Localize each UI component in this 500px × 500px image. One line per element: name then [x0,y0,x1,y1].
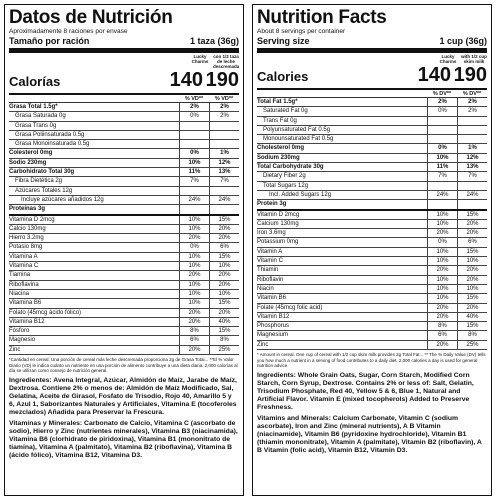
vitamin-row [9,318,239,327]
nutrient-row [9,187,239,196]
nutrient-dv-cereal: 24% [427,191,457,199]
vitamins-and-minerals: Vitaminas y Minerales: Carbonato de Calcio, Vitamina C (ascorbato de sodio), Hierro y Zinc (nutrientes minerales), Vitamina B3 (niacinamida), Vitamina B6 (clorhidrato de piridoxina), Vitamina B1 (mononitrato de tiamina), Vitamina A (palmitato), Vitamina B2 (riboflavina), Vitamina B (ácido fólico), Vitamina B12, Vitamina D3. [9,419,238,459]
nutrient-dv-cereal: 11% [179,168,209,176]
vitamin-dv-cereal: 10% [427,248,457,256]
calories-with-milk: 190 [453,64,487,86]
nutrient-row [9,168,239,177]
nutrient-row [9,149,239,158]
nutrient-dv-with-milk [209,122,239,130]
nutrient-dv-cereal: 7% [179,177,209,185]
nutrient-dv-cereal: 11% [427,163,457,171]
vitamin-label: Potassium 0mg [257,239,299,246]
nutrient-dv-with-milk [457,135,487,143]
vitamin-label: Phosphorus [257,323,290,330]
nutrient-dv-cereal [179,122,209,130]
vitamin-label: Hierro 3.2mg [9,235,44,242]
vitamin-dv-cereal: 10% [427,285,457,293]
nutrient-dv-with-milk [209,187,239,195]
nutrient-label: Grasa Saturada 0g [15,113,66,120]
nutrient-dv-with-milk [209,140,239,148]
nutrient-dv-with-milk [209,131,239,139]
calories-label: Calorías [9,74,61,89]
vitamin-label: Iron 3.6mg [257,230,286,237]
vitamin-dv-cereal: 20% [427,266,457,274]
dv-header-cereal: % VD** [184,96,204,102]
footnote: *Cantidad en cereal. Una porción de cereal más leche descremada proporciona 2g de Grasa Total... **El % Valor Diario (VD) le indica cuánto un nutriente en una porción de alimento contribuye a una dieta diaria. 2,000 calorías al día se utilizan como consejo de nutrición general. [9,357,238,374]
nutrient-label: Trans Fat 0g [263,117,297,124]
vitamin-dv-with-milk: 15% [209,327,239,335]
vitamin-row [257,238,487,247]
vitamin-row [257,322,487,331]
nutrient-row [257,191,487,200]
vitamin-row [9,281,239,290]
vitamin-label: Vitamin B6 [257,295,286,302]
panel-title: Nutrition Facts [257,7,387,28]
vitamin-dv-cereal: 10% [179,299,209,307]
nutrient-dv-with-milk: 2% [457,107,487,115]
vitamin-dv-cereal: 10% [427,257,457,265]
vitamin-label: Niacina [9,290,30,297]
vitamin-dv-cereal: 10% [427,211,457,219]
vitamin-dv-with-milk: 10% [457,257,487,265]
nutrient-dv-with-milk [457,117,487,125]
nutrition-panel-english [252,4,492,496]
nutrient-label: Proteínas 3g [9,206,46,213]
vitamin-dv-with-milk: 15% [209,299,239,307]
vitamin-dv-cereal: 10% [427,276,457,284]
vitamin-dv-with-milk: 6% [457,238,487,246]
nutrient-label: Grasa Total 1.5g* [9,104,58,110]
nutrient-dv-with-milk: 13% [457,163,487,171]
vitamin-row [257,341,487,350]
vitamin-dv-with-milk: 10% [209,290,239,298]
vitamin-dv-cereal: 6% [427,331,457,339]
serving-size-value: 1 taza (36g) [189,36,239,46]
vitamin-row [257,285,487,294]
vitamin-dv-cereal: 10% [179,290,209,298]
nutrient-dv-with-milk: 1% [209,149,239,157]
vitamin-row [9,234,239,243]
nutrient-dv-cereal: 10% [179,159,209,167]
vitamin-dv-cereal: 8% [427,322,457,330]
divider-mid [257,88,487,90]
vitamin-label: Zinc [9,346,21,353]
nutrient-dv-with-milk: 13% [209,168,239,176]
vitamin-dv-with-milk: 15% [209,216,239,224]
vitamin-dv-cereal: 20% [179,271,209,279]
nutrient-label: Fibra Dietética 2g [15,178,63,185]
vitamin-row [257,220,487,229]
vitamin-row [257,248,487,257]
footnote: * Amount in cereal. One cup of cereal with 1/2 cup skim milk provides 2g Total Fat... ** The % Daily Value (DV) tells you how much a nutrient in a serving of food contributes to a daily diet. 2,000 calories a day is used for general nutrition advice. [257,352,486,369]
vitamin-dv-with-milk: 20% [209,225,239,233]
nutrient-row [257,107,487,116]
nutrient-label: Azúcares Totales 12g [15,187,73,194]
vitamins-and-minerals: Vitamins and Minerals: Calcium Carbonate, Vitamin C (sodium ascorbate), Iron and Zinc (mineral nutrients), A B Vitamin (niacinamide), Vitamin B6 (pyridoxine hydrochloride), Vitamin B1 (thiamin mononitrate), Vitamin A (palmitate), Vitamin B2 (riboflavin), A B Vitamin (folic acid), Vitamin B12, Vitamin D3. [257,414,482,454]
nutrient-row [9,205,239,215]
nutrient-dv-with-milk: 12% [209,159,239,167]
vitamin-dv-with-milk: 6% [209,243,239,251]
vitamin-dv-with-milk: 15% [457,322,487,330]
nutrient-row [257,172,487,181]
vitamin-dv-cereal: 6% [179,336,209,344]
vitamin-dv-with-milk: 8% [209,336,239,344]
vitamin-row [257,304,487,313]
vitamin-label: Riboflavina [9,281,39,288]
nutrient-row [257,117,487,126]
vitamin-dv-with-milk: 15% [209,253,239,261]
nutrient-label: Cholesterol 0mg [257,145,305,152]
nutrient-row [257,163,487,172]
vitamin-dv-with-milk: 20% [457,229,487,237]
vitamin-dv-with-milk: 15% [457,294,487,302]
nutrient-label: Grasa Poliinsaturada 0.5g [15,131,85,138]
vitamin-dv-with-milk: 20% [209,281,239,289]
vitamin-row [9,346,239,355]
nutrient-dv-cereal [427,117,457,125]
calories-cereal: 140 [417,64,451,86]
nutrient-dv-with-milk: 2% [209,103,239,111]
column-headers [257,54,487,64]
nutrient-dv-with-milk: 7% [457,172,487,180]
divider-thick [9,48,239,53]
vitamin-row [257,276,487,285]
vitamin-dv-with-milk: 20% [457,304,487,312]
nutrient-label: Polyunsaturated Fat 0.5g [263,126,331,133]
calories-row [257,64,487,87]
nutrient-dv-cereal [427,135,457,143]
serving-size-label: Serving size [257,36,310,46]
nutrient-row [9,103,239,112]
vitamin-label: Vitamina C [9,263,39,270]
vitamin-dv-cereal: 20% [179,346,209,354]
nutrient-row [9,140,239,149]
vitamin-row [9,253,239,262]
vitamin-dv-with-milk: 40% [457,313,487,321]
vitamin-dv-cereal: 20% [427,229,457,237]
vitamin-row [9,262,239,271]
vitamin-label: Vitamina B6 [9,300,42,307]
nutrient-dv-cereal: 2% [427,98,457,106]
vitamin-row [9,216,239,225]
vitamin-label: Folate (45mcg folic acid) [257,304,323,311]
vitamin-row [257,331,487,340]
vitamin-label: Vitamin C [257,258,283,265]
vitamin-row [9,243,239,252]
nutrient-dv-cereal: 0% [179,149,209,157]
nutrient-label: Dietary Fiber 2g [263,173,306,180]
vitamin-dv-cereal: 20% [179,234,209,242]
vitamin-dv-cereal: 20% [427,313,457,321]
dv-header-cereal: % DV** [432,91,452,97]
calories-row [9,69,239,92]
nutrient-row [257,182,487,191]
vitamin-label: Vitamin B12 [257,313,290,320]
calories-label: Calories [257,69,309,84]
vitamin-row [9,309,239,318]
nutrient-row [257,154,487,163]
vitamin-row [257,313,487,322]
daily-value-header [257,91,487,98]
divider-mid [9,93,239,95]
vitamin-dv-cereal: 10% [179,281,209,289]
column-header-cereal: Lucky Charms [439,54,457,64]
vitamin-label: Vitamina A [9,253,38,260]
calories-with-milk: 190 [205,69,239,91]
nutrient-dv-cereal: 2% [179,103,209,111]
vitamin-dv-cereal: 0% [179,243,209,251]
nutrient-dv-with-milk: 24% [209,196,239,204]
vitamin-label: Tiamina [9,272,31,279]
nutrition-panel-spanish [4,4,244,496]
nutrient-label: Grasa Trans 0g [15,122,57,129]
nutrient-dv-with-milk: 12% [457,154,487,162]
nutrient-label: Carbohidrato Total 30g [9,169,75,176]
nutrient-label: Incluye azúcares añadidos 12g [21,196,104,203]
vitamin-label: Thiamin [257,267,279,274]
nutrient-dv-cereal [427,126,457,134]
nutrient-dv-with-milk [457,126,487,134]
vitamin-dv-with-milk: 10% [209,262,239,270]
nutrient-dv-cereal [427,200,457,208]
vitamin-row [9,336,239,345]
vitamin-row [257,229,487,238]
vitamin-dv-cereal: 20% [427,304,457,312]
vitamin-label: Potasio 8mg [9,244,43,251]
dv-header-with-milk: % VD** [214,96,234,102]
nutrient-row [9,122,239,131]
nutrient-dv-with-milk: 24% [457,191,487,199]
vitamin-dv-with-milk: 20% [457,276,487,284]
vitamin-label: Zinc [257,341,269,348]
vitamin-dv-cereal: 10% [427,220,457,228]
nutrient-dv-cereal: 0% [427,107,457,115]
vitamin-label: Riboflavin [257,276,284,283]
vitamin-dv-with-milk: 25% [457,341,487,349]
nutrient-dv-with-milk: 2% [209,112,239,120]
serving-size-row [257,36,487,46]
nutrient-label: Sodium 230mg [257,154,300,161]
vitamin-dv-with-milk: 20% [209,271,239,279]
vitamin-dv-cereal: 8% [179,327,209,335]
column-header-with-milk: con 1/2 taza de leche descremada [213,54,240,69]
vitamin-dv-cereal: 20% [179,318,209,326]
vitamin-dv-with-milk: 15% [457,211,487,219]
nutrient-label: Incl. Added Sugars 12g [269,191,332,198]
nutrient-dv-cereal [427,182,457,190]
vitamin-row [257,266,487,275]
vitamin-dv-cereal: 20% [427,341,457,349]
vitamin-dv-with-milk: 15% [457,248,487,256]
nutrient-dv-with-milk: 1% [457,144,487,152]
vitamin-row [257,257,487,266]
nutrient-dv-cereal: 0% [427,144,457,152]
vitamin-label: Fósforo [9,328,30,335]
column-header-cereal: Lucky Charms [191,54,209,64]
nutrient-dv-cereal [179,131,209,139]
nutrient-row [9,196,239,205]
nutrient-dv-cereal: 24% [179,196,209,204]
serving-size-value: 1 cup (36g) [439,36,487,46]
vitamin-dv-with-milk: 10% [457,285,487,293]
vitamin-label: Magnesium [257,332,289,339]
vitamin-dv-with-milk: 20% [457,266,487,274]
vitamin-label: Vitamina B12 [9,318,45,325]
servings-per-container: About 8 servings per container [257,28,346,35]
calories-cereal: 140 [169,69,203,91]
nutrient-label: Protein 3g [257,201,287,208]
nutrient-label: Colesterol 0mg [9,150,53,157]
nutrient-dv-cereal: 7% [427,172,457,180]
column-headers [9,54,239,69]
daily-value-header [9,96,239,103]
serving-size-label: Tamaño por ración [9,36,90,46]
nutrient-row [9,159,239,168]
vitamin-label: Calcio 130mg [9,225,46,232]
vitamin-label: Vitamin A [257,248,283,255]
vitamin-dv-cereal: 10% [179,262,209,270]
vitamin-row [9,225,239,234]
vitamin-dv-with-milk: 40% [209,318,239,326]
panel-title: Datos de Nutrición [9,7,173,28]
vitamin-dv-with-milk: 20% [209,309,239,317]
nutrient-row [257,135,487,144]
nutrient-dv-with-milk [457,182,487,190]
nutrient-row [257,98,487,107]
vitamin-dv-cereal: 10% [179,253,209,261]
nutrient-dv-cereal [179,205,209,213]
vitamin-row [257,294,487,303]
nutrient-label: Total Sugars 12g [263,182,309,189]
nutrient-dv-with-milk: 7% [209,177,239,185]
vitamin-label: Magnesio [9,337,36,344]
vitamin-dv-with-milk: 25% [209,346,239,354]
nutrient-dv-cereal [179,187,209,195]
vitamin-row [9,327,239,336]
ingredients: Ingredientes: Avena Integral, Azúcar, Almidón de Maíz, Jarabe de Maíz, Dextrosa. Contiene 2% o menos de: Almidón de Maíz Modificado, Sal, Gelatina, Aceite de Girasol, Fosfato de Trisodio, Rojo 40, Amarillo 5 y 6, Azul 1, Saborizantes Naturales y Artificiales, Vitamina E (tocoferoles mezclados) Añadida para Preservar la Frescura. [9,376,237,416]
nutrient-row [257,126,487,135]
vitamin-dv-with-milk: 20% [209,234,239,242]
vitamin-label: Calcium 130mg [257,220,299,227]
vitamin-dv-cereal: 10% [179,216,209,224]
nutrient-label: Total Carbohydrate 30g [257,164,324,171]
vitamin-label: Vitamin D 2mcg [257,211,300,218]
nutrient-label: Sodio 230mg [9,159,47,166]
nutrient-dv-cereal: 0% [179,112,209,120]
nutrient-dv-with-milk: 2% [457,98,487,106]
divider-thick [257,48,487,53]
ingredients: Ingredients: Whole Grain Oats, Sugar, Corn Starch, Modified Corn Starch, Corn Syrup, Dextrose. Contains 2% or less of: Salt, Gelatin, Trisodium Phosphate, Red 40, Yellow 5 & 6, Blue 1, Natural and Artificial Flavor. Vitamin E (mixed tocopherols) Added to Preserve Freshness. [257,371,474,411]
nutrient-dv-with-milk [209,205,239,213]
nutrient-row [257,200,487,210]
nutrient-dv-cereal: 10% [427,154,457,162]
nutrient-label: Grasa Monoinsaturada 0.5g [15,141,90,148]
vitamin-row [9,299,239,308]
nutrient-row [9,131,239,140]
vitamin-dv-with-milk: 20% [457,220,487,228]
nutrient-row [9,177,239,186]
servings-per-container: Aproximadamente 8 raciones por envase [9,28,128,35]
vitamin-label: Folato (45mcg ácido fólico) [9,309,82,316]
vitamin-dv-cereal: 20% [179,309,209,317]
vitamin-dv-cereal: 10% [179,225,209,233]
vitamin-dv-with-milk: 8% [457,331,487,339]
nutrient-dv-with-milk [457,200,487,208]
serving-size-row [9,36,239,46]
column-header-with-milk: with 1/2 cup skim milk [461,54,487,64]
dv-header-with-milk: % DV** [462,91,482,97]
vitamin-label: Vitamina D 2mcg [9,216,55,223]
vitamin-row [9,290,239,299]
nutrient-label: Total Fat 1.5g* [257,99,298,105]
vitamin-row [257,211,487,220]
vitamin-label: Niacin [257,285,274,292]
nutrient-label: Monounsaturated Fat 0.5g [263,136,334,143]
nutrient-label: Saturated Fat 0g [263,108,308,115]
nutrient-row [9,112,239,121]
nutrient-row [257,144,487,153]
nutrient-dv-cereal [179,140,209,148]
vitamin-dv-cereal: 0% [427,238,457,246]
vitamin-dv-cereal: 10% [427,294,457,302]
vitamin-row [9,271,239,280]
